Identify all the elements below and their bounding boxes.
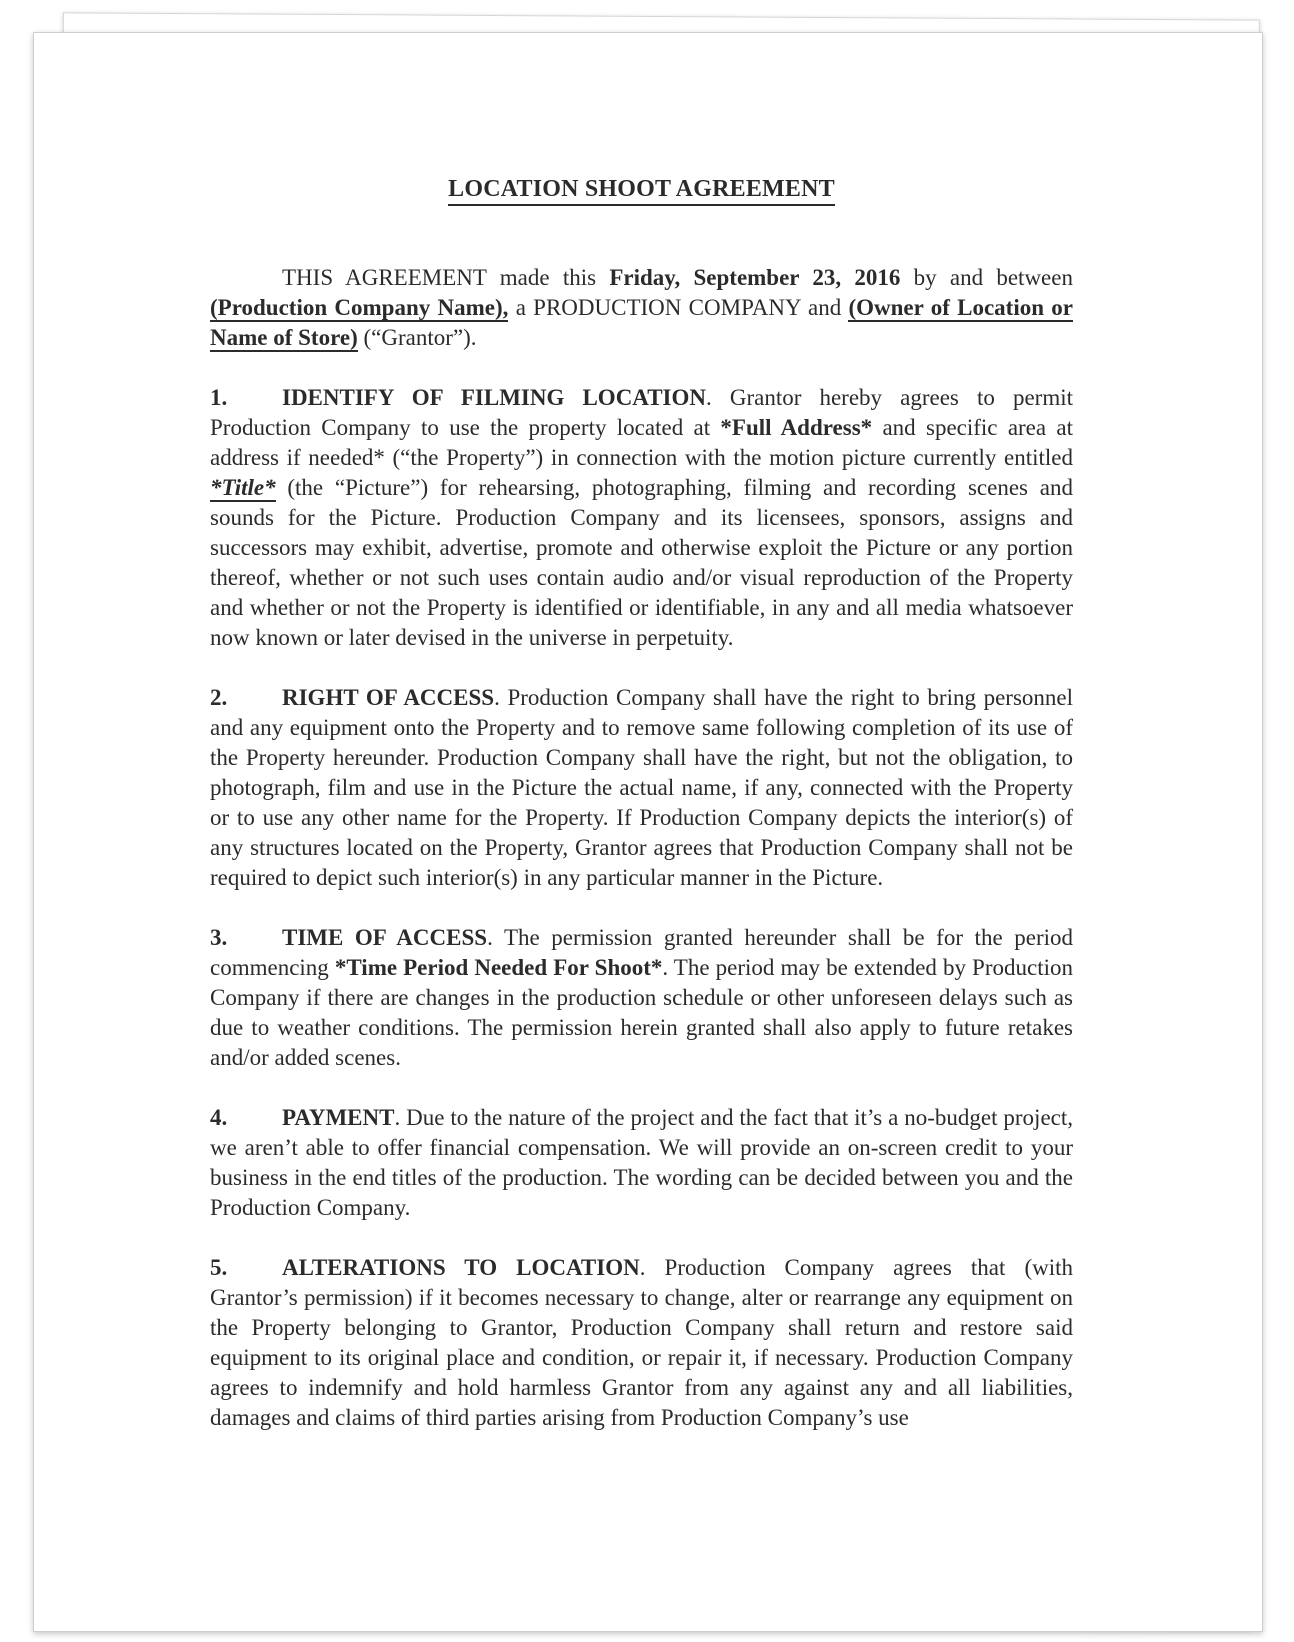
section-number: 5. (210, 1255, 228, 1280)
section-heading: PAYMENT (282, 1105, 395, 1130)
section-heading: IDENTIFY OF FILMING LOCATION (282, 385, 707, 410)
section-4: 4. PAYMENT. Due to the nature of the project and the fact that it’s a no-budget project, we aren’t able to offer financial compensation. We will provide an on-screen credit to your business in the end titles of the production. The wording can be decided between you and the Production Company. (210, 1105, 1073, 1220)
section-number: 2. (210, 685, 228, 710)
section-number: 1. (210, 385, 228, 410)
section-heading: TIME OF ACCESS (282, 925, 488, 950)
section-heading: ALTERATIONS TO LOCATION (282, 1255, 640, 1280)
film-title-placeholder: *Title* (210, 475, 276, 500)
section-number: 4. (210, 1105, 228, 1130)
agreement-date: Friday, September 23, 2016 (609, 265, 901, 290)
section-number: 3. (210, 925, 228, 950)
section-3: 3. TIME OF ACCESS. The permission granted hereunder shall be for the period commencing *Time Period Needed For Shoot*. The period may be extended by Production Company if there are changes in the production schedule or other unforeseen delays such as due to weather conditions. The permission herein granted shall also apply to future retakes and/or added scenes. (210, 925, 1073, 1070)
section-1: 1. IDENTIFY OF FILMING LOCATION. Grantor hereby agrees to permit Production Company to use the property located at *Full Address* and specific area at address if needed* (“the Property”) in connection with the motion picture currently entitled *Title* (the “Picture”) for rehearsing, photographing, filming and recording scenes and sounds for the Picture. Production Company and its licensees, sponsors, assigns and successors may exhibit, advertise, promote and otherwise exploit the Picture or any portion thereof, whether or not such uses contain audio and/or visual reproduction of the Property and whether or not the Property is identified or identifiable, in any and all media whatsoever now known or later devised in the universe in perpetuity. (210, 385, 1074, 650)
time-period-placeholder: *Time Period Needed For Shoot* (334, 955, 663, 980)
agreement-document (210, 174, 1073, 1463)
full-address-placeholder: *Full Address* (720, 415, 873, 440)
document-title: LOCATION SHOOT AGREEMENT (210, 174, 1073, 204)
production-company-name: (Production Company Name), (210, 295, 509, 320)
section-2: 2. RIGHT OF ACCESS. Production Company shall have the right to bring personnel and any equipment onto the Property and to remove same following completion of its use of the Property hereunder. Production Company shall have the right, but not the obligation, to photograph, film and use in the Picture the actual name, if any, connected with the Property or to use any other name for the Property. If Production Company depicts the interior(s) of any structures located on the Property, Grantor agrees that Production Company shall not be required to depict such interior(s) in any particular manner in the Picture. (210, 685, 1073, 890)
intro-paragraph: THIS AGREEMENT made this Friday, September 23, 2016 by and between (Production Company Name), a PRODUCTION COMPANY and (Owner of Location or Name of Store) (“Grantor”). (210, 265, 1074, 350)
section-heading: RIGHT OF ACCESS (282, 685, 495, 710)
owner-of-location: (Owner of Location or Name of Store) (210, 295, 1074, 350)
section-5: 5. ALTERATIONS TO LOCATION. Production Company agrees that (with Grantor’s permission) if it becomes necessary to change, alter or rearrange any equipment on the Property belonging to Grantor, Production Company shall return and restore said equipment to its original place and condition, or repair it, if necessary. Production Company agrees to indemnify and hold harmless Grantor from any against any and all liabilities, damages and claims of third parties arising from Production Company’s use (210, 1255, 1074, 1430)
